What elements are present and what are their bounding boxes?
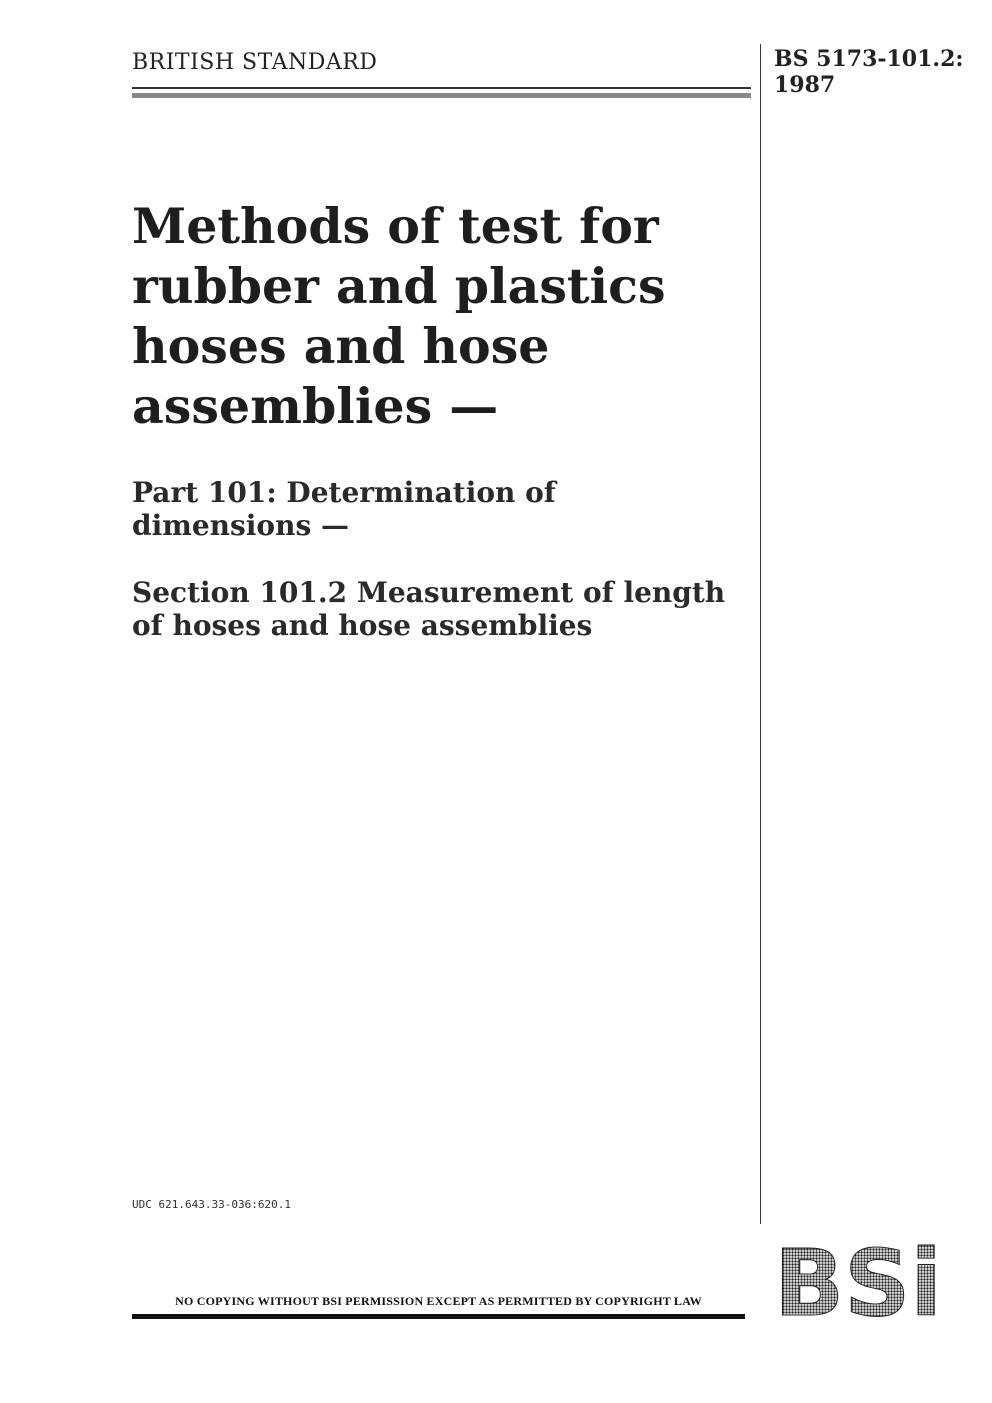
header-rule-thick	[132, 93, 751, 98]
copyright-notice: NO COPYING WITHOUT BSI PERMISSION EXCEPT AS PERMITTED BY COPYRIGHT LAW	[175, 1294, 702, 1308]
bsi-logo-text: BSi	[774, 1242, 942, 1322]
udc-code: UDC 621.643.33-036:620.1	[132, 1198, 291, 1211]
part-title: Part 101: Determination of dimensions —	[132, 476, 556, 542]
vertical-divider	[760, 44, 761, 1224]
document-number: BS 5173-101.2: 1987	[774, 46, 964, 98]
footer-rule	[132, 1314, 745, 1319]
bsi-logo-icon	[770, 1242, 946, 1322]
header-rule-thin	[132, 87, 751, 89]
section-title: Section 101.2 Measurement of length of hoses and hose assemblies	[132, 576, 726, 642]
main-title: Methods of test for rubber and plastics hoses and hose assemblies —	[132, 197, 666, 435]
header-label: BRITISH STANDARD	[132, 50, 378, 75]
